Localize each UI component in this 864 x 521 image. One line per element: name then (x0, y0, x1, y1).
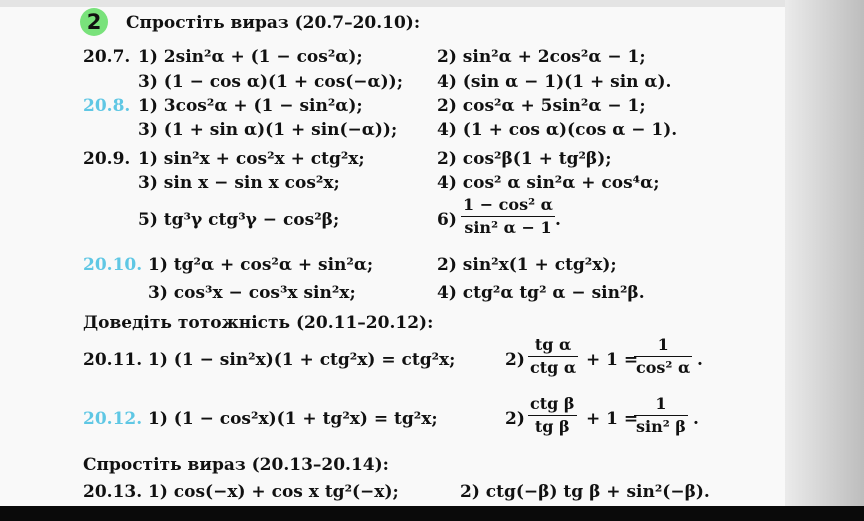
fraction-bar (634, 415, 688, 416)
ex-20-8-item-1: 1) 3cos²α + (1 − sin²α); (138, 96, 363, 116)
fraction-numerator: 1 (657, 335, 669, 354)
ex-20-12-item-1: 1) (1 − cos²x)(1 + tg²x) = tg²x; (148, 409, 438, 429)
ex-20-9-item-5: 5) tg³γ ctg³γ − cos²β; (138, 210, 340, 230)
bottom-bar (0, 506, 864, 521)
ex-20-7-item-3: 3) (1 − cos α)(1 + cos(−α)); (138, 72, 403, 92)
ex-20-10-item-4: 4) ctg²α tg² α − sin²β. (437, 283, 645, 303)
ex-20-8-item-2: 2) cos²α + 5sin²α − 1; (437, 96, 646, 116)
fraction-denominator: tg β (534, 417, 570, 436)
ex-20-9-item-1: 1) sin²x + cos²x + ctg²x; (138, 149, 365, 169)
ex-20-9-item-6-fraction (461, 196, 555, 237)
ex-20-11-item-1: 1) (1 − sin²x)(1 + ctg²x) = ctg²x; (148, 350, 456, 370)
ex-20-11-item-2-left-fraction (528, 336, 578, 377)
exercise-number-20-7: 20.7. (83, 47, 131, 67)
ex-20-12-item-2-middle: + 1 = (586, 409, 639, 429)
exercise-number-20-12: 20.12. (83, 409, 143, 429)
fraction-denominator: sin² β (636, 417, 686, 436)
ex-20-10-item-2: 2) sin²x(1 + ctg²x); (437, 255, 617, 275)
ex-20-8-item-3: 3) (1 + sin α)(1 + sin(−α)); (138, 120, 398, 140)
fraction-bar (528, 415, 577, 416)
fraction-bar (528, 356, 578, 357)
ex-20-7-item-4: 4) (sin α − 1)(1 + sin α). (437, 72, 672, 92)
ex-20-13-item-1: 1) cos(−x) + cos x tg²(−x); (148, 482, 399, 502)
heading-simplify-2: Спростіть вираз (20.13–20.14): (83, 455, 389, 475)
ex-20-11-item-2-end: . (697, 350, 703, 370)
fraction-bar (634, 356, 692, 357)
fraction-numerator: 1 (655, 394, 667, 413)
ex-20-12-item-2-label: 2) (505, 409, 525, 429)
fraction-denominator: ctg α (530, 358, 577, 377)
ex-20-10-item-3: 3) cos³x − cos³x sin²x; (148, 283, 356, 303)
ex-20-11-item-2-label: 2) (505, 350, 525, 370)
ex-20-11-item-2-right-fraction (634, 336, 692, 377)
ex-20-9-item-6-end: . (555, 210, 561, 230)
ex-20-11-item-2-middle: + 1 = (586, 350, 639, 370)
exercise-number-20-9: 20.9. (83, 149, 131, 169)
heading-prove: Доведіть тотожність (20.11–20.12): (83, 313, 434, 333)
fraction-bar (461, 216, 555, 217)
ex-20-7-item-2: 2) sin²α + 2cos²α − 1; (437, 47, 646, 67)
level-badge: 2 (80, 8, 108, 36)
ex-20-9-item-3: 3) sin x − sin x cos²x; (138, 173, 340, 193)
exercise-number-20-13: 20.13. (83, 482, 143, 502)
ex-20-9-item-2: 2) cos²β(1 + tg²β); (437, 149, 612, 169)
ex-20-8-item-4: 4) (1 + cos α)(cos α − 1). (437, 120, 678, 140)
ex-20-7-item-1: 1) 2sin²α + (1 − cos²α); (138, 47, 363, 67)
fraction-numerator: tg α (534, 335, 572, 354)
ex-20-13-item-2: 2) ctg(−β) tg β + sin²(−β). (460, 482, 710, 502)
fraction-denominator: cos² α (636, 358, 691, 377)
ex-20-9-item-6-label: 6) (437, 210, 457, 230)
ex-20-10-item-1: 1) tg²α + cos²α + sin²α; (148, 255, 374, 275)
ex-20-12-item-2-right-fraction (634, 395, 688, 436)
top-edge (0, 0, 864, 7)
ex-20-12-item-2-end: . (693, 409, 699, 429)
fraction-numerator: ctg β (530, 394, 575, 413)
heading-simplify-1: Спростіть вираз (20.7–20.10): (126, 13, 421, 33)
ex-20-12-item-2-left-fraction (528, 395, 577, 436)
ex-20-9-item-4: 4) cos² α sin²α + cos⁴α; (437, 173, 660, 193)
right-frame (785, 0, 864, 521)
exercise-number-20-10: 20.10. (83, 255, 143, 275)
fraction-denominator: sin² α − 1 (464, 218, 552, 237)
exercise-number-20-11: 20.11. (83, 350, 143, 370)
exercise-number-20-8: 20.8. (83, 96, 131, 116)
fraction-numerator: 1 − cos² α (463, 195, 553, 214)
